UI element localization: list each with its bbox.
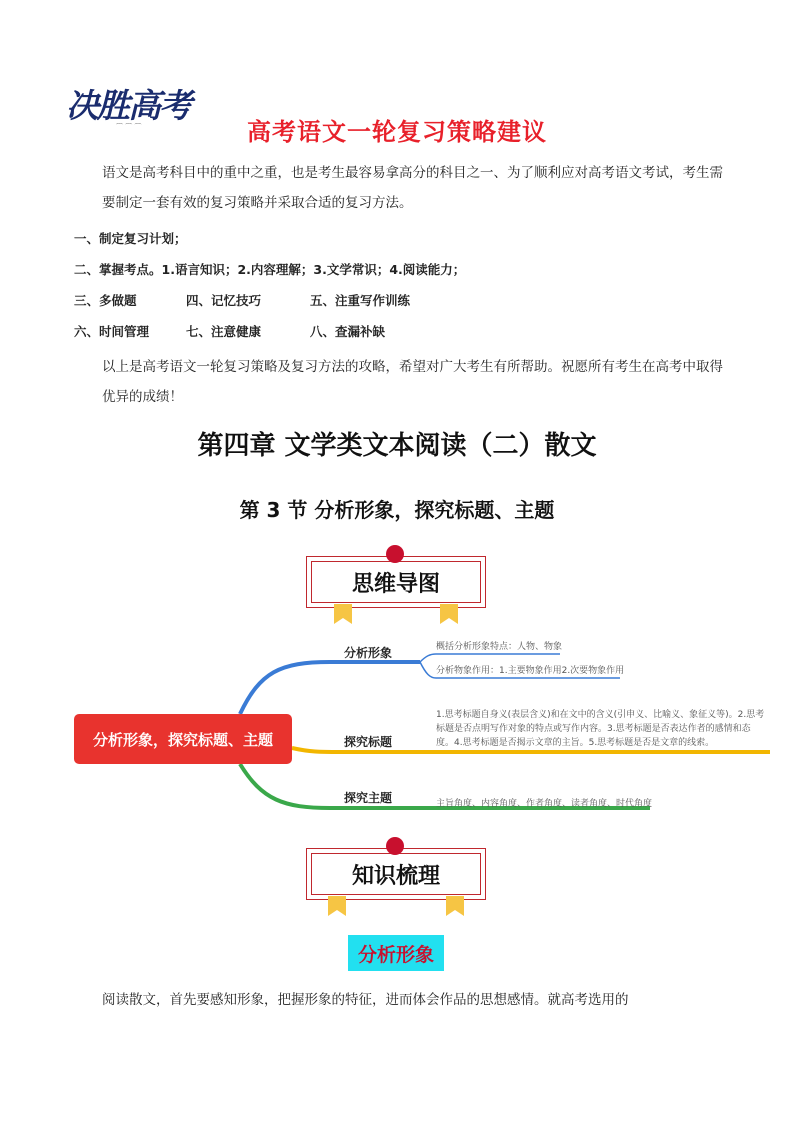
logo-subtext: ⌒ ⌒ ⌒ [116, 123, 142, 131]
leaf-theme: 主旨角度、内容角度、作者角度、读者角度、时代角度 [436, 799, 653, 809]
list-item-6: 六、时间管理 [74, 324, 150, 339]
branch-label-analysis: 分析形象 [344, 646, 393, 660]
logo-text: 决胜高考 [66, 86, 190, 125]
list-item-5: 五、注重写作训练 [310, 293, 411, 308]
banner-ribbon-left [328, 896, 346, 916]
list-item-3: 三、多做题 [74, 293, 137, 308]
list-item-4: 四、记忆技巧 [186, 293, 262, 308]
banner-dot [386, 837, 404, 855]
knowledge-tag: 分析形象 [348, 935, 444, 971]
banner-knowledge-label: 知识梳理 [311, 853, 481, 895]
branch-line-analysis [240, 662, 420, 714]
banner-knowledge [306, 848, 486, 900]
section-title: 第 3 节 分析形象，探究标题、主题 [239, 498, 555, 522]
branch-label-theme: 探究主题 [344, 791, 393, 805]
branch-label-title: 探究标题 [344, 735, 393, 749]
page-title: 高考语文一轮复习策略建议 [247, 118, 547, 146]
closing-text: 以上是高考语文一轮复习策略及复习方法的攻略，希望对广大考生有所帮助。祝愿所有考生在高考中取得优异的成绩！ [102, 359, 723, 405]
banner-mindmap-label: 思维导图 [311, 561, 481, 603]
leaf-title: 1.思考标题自身义(表层含义)和在文中的含义(引申义、比喻义、象征义等)。2.思考标题是否点明写作对象的特点或写作内容。3.思考标题是否表达作者的感情和态度。4.思考标题是否揭示文章的主旨。5.思考标题是否是文章的线索。 [436, 710, 765, 748]
leaf-analysis-2: 分析物象作用：1.主要物象作用2.次要物象作用 [436, 666, 625, 676]
banner-ribbon-right [446, 896, 464, 916]
list-item-8: 八、查漏补缺 [310, 324, 386, 339]
chapter-title: 第四章 文学类文本阅读（二）散文 [197, 431, 597, 461]
leaf-analysis-1: 概括分析形象特点：人物、物象 [436, 642, 563, 652]
list-item-7: 七、注意健康 [186, 324, 262, 339]
intro-text: 语文是高考科目中的重中之重，也是考生最容易拿高分的科目之一、为了顺利应对高考语文考试，考生需要制定一套有效的复习策略并采取合适的复习方法。 [102, 165, 723, 211]
leaf-line-1 [420, 654, 560, 662]
list-line-1: 一、制定复习计划； [74, 231, 187, 246]
last-paragraph: 阅读散文，首先要感知形象，把握形象的特征，进而体会作品的思想感情。就高考选用的 [102, 992, 629, 1008]
mindmap-center-node: 分析形象，探究标题、主题 [74, 714, 292, 764]
list-line-2: 二、掌握考点。1.语言知识；2.内容理解；3.文学常识；4.阅读能力； [74, 262, 466, 277]
